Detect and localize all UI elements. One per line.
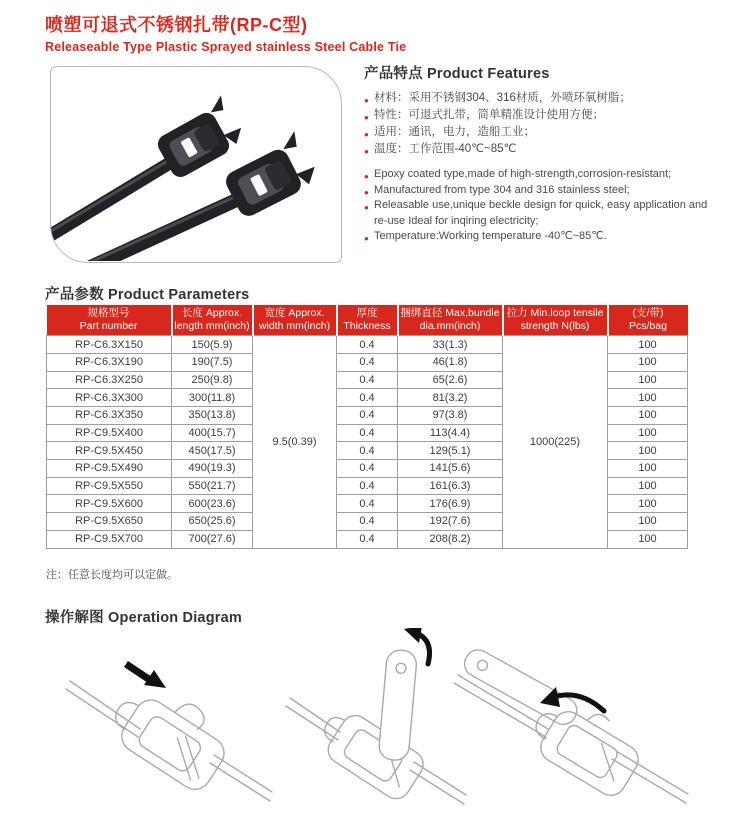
feature-text: 适用：通讯，电力，造船工业； xyxy=(374,126,535,138)
features-heading: 产品特点 Product Features xyxy=(364,66,550,82)
cell-pcs-per-bag: 100 xyxy=(608,371,688,389)
cell-length: 600(23.6) xyxy=(172,495,253,513)
cell-length: 550(21.7) xyxy=(172,477,253,495)
column-label-zh: 宽度 Approx. xyxy=(264,307,325,319)
cell-bundle-dia: 161(6.3) xyxy=(398,477,503,495)
cell-pcs-per-bag: 100 xyxy=(608,407,688,425)
cell-part-number: RP-C6.3X190 xyxy=(47,353,172,371)
features-list-en xyxy=(364,167,708,245)
cell-pcs-per-bag: 100 xyxy=(608,530,688,548)
cell-pcs-per-bag: 100 xyxy=(608,460,688,478)
column-label-zh: 长度 Approx. xyxy=(181,307,243,319)
column-label-zh: (支/带) xyxy=(632,307,664,319)
cell-length: 450(17.5) xyxy=(172,442,253,460)
column-label-zh: 厚度 xyxy=(356,307,378,319)
product-features-section xyxy=(364,62,708,245)
cell-length: 250(9.8) xyxy=(172,371,253,389)
cell-part-number: RP-C9.5X700 xyxy=(47,530,172,548)
cell-part-number: RP-C6.3X250 xyxy=(47,371,172,389)
cell-part-number: RP-C9.5X400 xyxy=(47,424,172,442)
custom-length-note: 注：任意长度均可以定做。 xyxy=(46,569,178,581)
feature-item xyxy=(364,198,708,229)
feature-text: 温度：工作范围-40℃~85℃ xyxy=(374,143,517,155)
buckle-drawing xyxy=(103,672,239,796)
column-label-en: Thickness xyxy=(343,320,391,333)
cell-pcs-per-bag: 100 xyxy=(608,495,688,513)
cell-bundle-dia: 33(1.3) xyxy=(398,336,503,354)
cell-length: 700(27.6) xyxy=(172,530,253,548)
bullet-dot-icon: ● xyxy=(364,147,369,156)
feature-item xyxy=(364,90,708,107)
bullet-dot-icon: ● xyxy=(364,187,369,197)
column-label-en: length mm(inch) xyxy=(174,320,250,333)
column-label-en: width mm(inch) xyxy=(258,320,331,333)
cell-thickness: 0.4 xyxy=(337,389,398,407)
page-header xyxy=(45,11,406,54)
feature-item xyxy=(364,107,708,124)
feature-text: Epoxy coated type,made of high-strength,corrosion-resistant; xyxy=(374,168,672,180)
table-row xyxy=(47,336,688,354)
cell-thickness: 0.4 xyxy=(337,477,398,495)
feature-text: Temperature:Working temperature -40℃~85℃. xyxy=(374,230,607,242)
cell-part-number: RP-C9.5X490 xyxy=(47,460,172,478)
operation-heading: 操作解图 Operation Diagram xyxy=(45,610,242,626)
cell-length: 300(11.8) xyxy=(172,389,253,407)
cell-part-number: RP-C6.3X350 xyxy=(47,407,172,425)
product-photo xyxy=(50,66,342,263)
parameters-heading: 产品参数 Product Parameters xyxy=(45,287,250,303)
cell-part-number: RP-C9.5X550 xyxy=(47,477,172,495)
feature-item xyxy=(364,229,708,245)
operation-step-3-figure xyxy=(452,631,692,806)
cell-thickness: 0.4 xyxy=(337,371,398,389)
cell-bundle-dia: 141(5.6) xyxy=(398,460,503,478)
column-label-zh: 规格型号 xyxy=(87,307,130,319)
column-label-zh: 拉力 Min.loop tensile xyxy=(506,307,604,319)
column-header-bundle-dia xyxy=(398,305,503,336)
release-strap-drawing xyxy=(378,649,417,761)
column-header-pcs-per-bag xyxy=(608,305,688,336)
cell-thickness: 0.4 xyxy=(337,424,398,442)
operation-step-2-figure xyxy=(282,628,467,808)
feature-item xyxy=(364,167,708,183)
cell-bundle-dia: 113(4.4) xyxy=(398,424,503,442)
feature-item xyxy=(364,141,708,158)
cell-length: 490(19.3) xyxy=(172,460,253,478)
cell-pcs-per-bag: 100 xyxy=(608,513,688,531)
cell-length: 400(15.7) xyxy=(172,424,253,442)
cell-length: 650(25.6) xyxy=(172,513,253,531)
cell-thickness: 0.4 xyxy=(337,353,398,371)
feature-text: Releasable use,unique beckle design for quick, easy application and re-use Ideal for inqiring electricity; xyxy=(374,199,708,227)
cell-bundle-dia: 176(6.9) xyxy=(398,495,503,513)
bullet-dot-icon: ● xyxy=(364,130,369,139)
cell-tensile-strength-merged: 1000(225) xyxy=(503,336,608,548)
cell-thickness: 0.4 xyxy=(337,460,398,478)
cell-thickness: 0.4 xyxy=(337,407,398,425)
cell-pcs-per-bag: 100 xyxy=(608,424,688,442)
cell-thickness: 0.4 xyxy=(337,336,398,354)
cell-bundle-dia: 129(5.1) xyxy=(398,442,503,460)
column-label-en: Part number xyxy=(79,320,138,333)
column-label-zh: 捆绑直径 Max,bundle xyxy=(400,307,500,319)
cell-part-number: RP-C6.3X150 xyxy=(47,336,172,354)
column-header-length xyxy=(172,305,253,336)
cable-tie-photo-image xyxy=(51,67,340,261)
feature-text: 材料：采用不锈钢304、316材质，外喷环氧树脂； xyxy=(374,92,631,104)
cell-pcs-per-bag: 100 xyxy=(608,477,688,495)
cell-bundle-dia: 81(3.2) xyxy=(398,389,503,407)
column-header-width xyxy=(253,305,337,336)
cell-length: 350(13.8) xyxy=(172,407,253,425)
cell-bundle-dia: 208(8.2) xyxy=(398,530,503,548)
column-label-en: Pcs/bag xyxy=(629,320,667,333)
parameters-table-body xyxy=(47,336,688,548)
column-header-tensile-strength xyxy=(503,305,608,336)
bullet-dot-icon: ● xyxy=(364,96,369,105)
cell-part-number: RP-C6.3X300 xyxy=(47,389,172,407)
features-list-zh xyxy=(364,90,708,158)
parameters-table xyxy=(46,305,688,549)
cell-thickness: 0.4 xyxy=(337,530,398,548)
feature-text: 特性：可退式扎带，简单精准设计使用方便； xyxy=(374,109,604,121)
column-header-thickness xyxy=(337,305,398,336)
bullet-dot-icon: ● xyxy=(364,234,369,243)
cell-width-merged: 9.5(0.39) xyxy=(253,336,337,548)
page-subtitle: Releaseable Type Plastic Sprayed stainless Steel Cable Tie xyxy=(45,40,407,54)
cell-length: 190(7.5) xyxy=(172,353,253,371)
header-row xyxy=(47,305,688,336)
bullet-dot-icon: ● xyxy=(364,203,369,212)
bullet-dot-icon: ● xyxy=(364,113,369,122)
cell-thickness: 0.4 xyxy=(337,513,398,531)
bullet-dot-icon: ● xyxy=(364,172,369,181)
cell-thickness: 0.4 xyxy=(337,442,398,460)
page-title: 喷塑可退式不锈钢扎带(RP-C型) xyxy=(45,15,308,35)
cell-pcs-per-bag: 100 xyxy=(608,442,688,460)
column-header-part-number xyxy=(47,305,172,336)
insert-direction-arrow-icon xyxy=(124,661,166,688)
cell-bundle-dia: 65(2.6) xyxy=(398,371,503,389)
cell-pcs-per-bag: 100 xyxy=(608,336,688,354)
feature-item xyxy=(364,124,708,141)
cell-pcs-per-bag: 100 xyxy=(608,353,688,371)
column-label-en: strength N(lbs) xyxy=(520,320,590,333)
cell-length: 150(5.9) xyxy=(172,336,253,354)
cell-bundle-dia: 97(3.8) xyxy=(398,407,503,425)
cell-part-number: RP-C9.5X450 xyxy=(47,442,172,460)
feature-text: Manufactured from type 304 and 316 stainless steel; xyxy=(374,183,630,196)
cell-part-number: RP-C9.5X650 xyxy=(47,513,172,531)
cell-bundle-dia: 46(1.8) xyxy=(398,353,503,371)
cell-bundle-dia: 192(7.6) xyxy=(398,513,503,531)
column-label-en: dia.mm(inch) xyxy=(419,320,481,333)
feature-item xyxy=(364,183,708,199)
cell-pcs-per-bag: 100 xyxy=(608,389,688,407)
operation-step-1-figure xyxy=(62,631,277,806)
parameters-table-head xyxy=(47,305,688,336)
cell-part-number: RP-C9.5X600 xyxy=(47,495,172,513)
cell-thickness: 0.4 xyxy=(337,495,398,513)
